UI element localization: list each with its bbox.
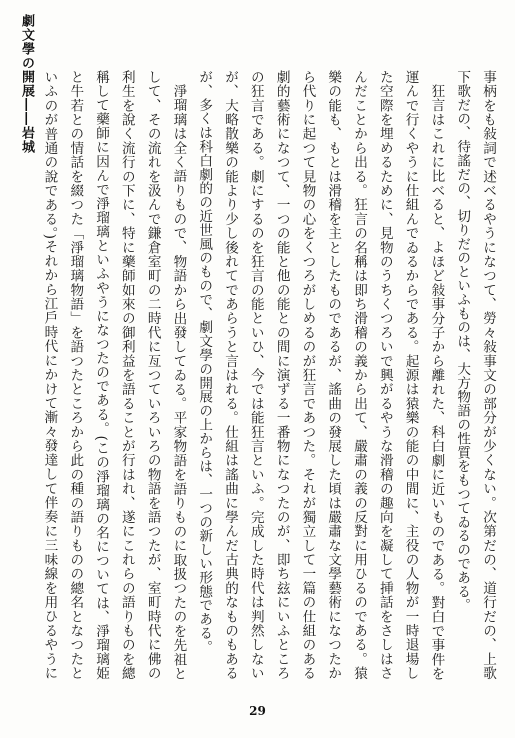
paragraph: 狂言はこれに比べると、よほど敍事分子から離れた、科白劇に近いものである。對白で事件を運んで行くやうに仕組んでゐるからである。起源は猿樂の能の中間に、主役の人物が一時退場した空際を埋めるために、見物のうちくつろいで興がるやうな滑稽の趣向を凝して挿話をさしはさんだことから出る。狂言の名稱は即ち滑稽の義から出て、嚴肅の義の反對に用ひるのである。猿樂の能も、もとは滑稽を主としたものであるが、謠曲の發展した頃は嚴肅な文學藝術になつたから代りに起つて見物の心をくつろがしめるのが狂言であつた。それが獨立して一篇の仕組のある劇的藝術になつて、一つの能と他の能との間に演ずる一番物になつたのが、即ち玆にいふところの狂言である。劇にするのを狂言の能といひ、今では能狂言といふ。完成した時代は判然しないが、大略散樂の能より少し後れてであらうと言はれる。仕組は謠曲に學んだ古典的なものもあるが、多くは科白劇的の近世風のもので、劇文學の開展の上からは、一つの新しい形態である。 xyxy=(196,70,445,680)
body-text xyxy=(40,70,500,680)
running-head: 劇文學の開展――岩城 xyxy=(19,14,34,154)
paragraph: 淨瑠璃は全く語りもので、物語から出發してゐる。平家物語を語りものに取扱つたのを先祖として、その流れを汲んで鎌倉室町の二時代に亙つていろいろの物語を語つたが、室町時代に佛の利生を說く流行の下に、特に藥師如來の御利益を語ることが行はれ、遂にこれらの語りものを總稱して藥師に因んで淨瑠璃といふやうになつたのである。(この淨瑠璃の名については、淨瑠璃姫と牛若との情話を綴つた「淨瑠璃物語」を語つたところから此の種の語りものの總名となつたといふのが普通の說である。)それから江戶時代にかけて漸々發達して伴奏に三味線を用ひるやうに xyxy=(41,70,187,680)
paragraph: 事柄をも敍詞で述べるやうになつて、勞々敍事文の部分が少くない。次第だの、道行だの、上歌下歌だの、待謠だの、切りだのといふものは、大方物語の性質をもつてゐるのである。 xyxy=(454,70,496,680)
page-number: 29 xyxy=(249,704,266,718)
